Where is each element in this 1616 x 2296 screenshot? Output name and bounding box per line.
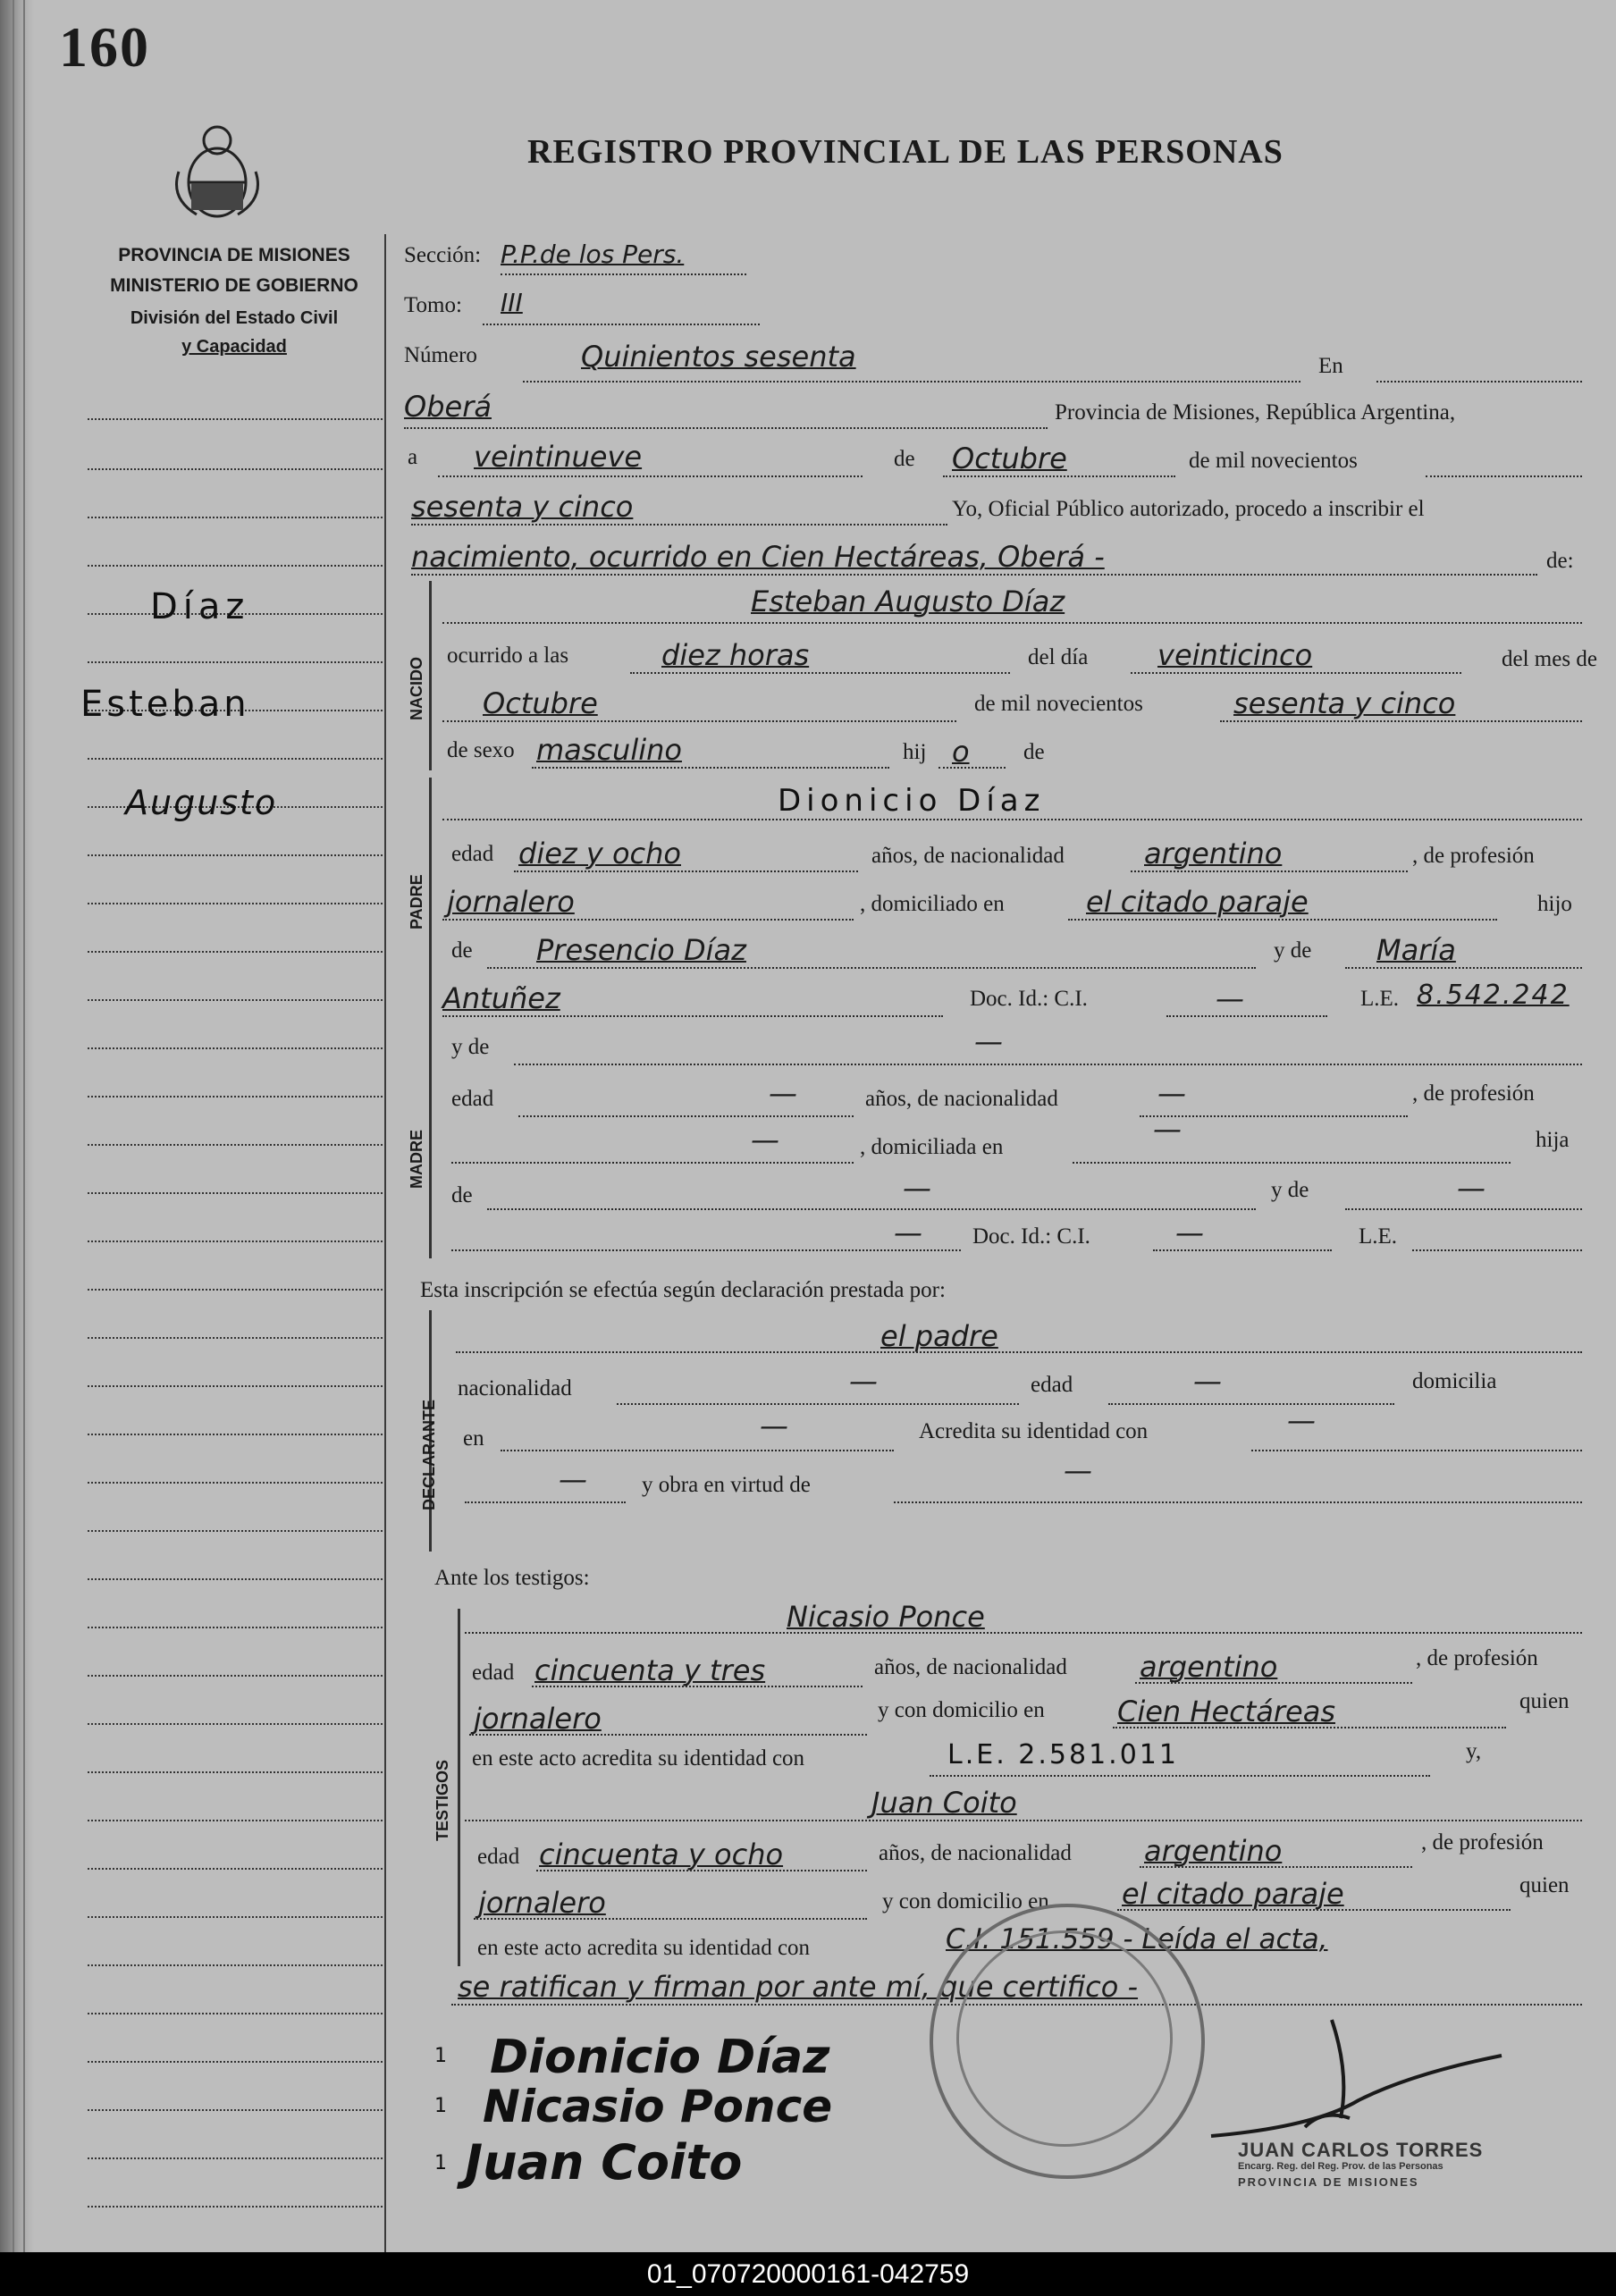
madre-edad-label: edad <box>451 1087 494 1111</box>
madre-y-de-label: y de <box>451 1035 490 1059</box>
field-line <box>630 672 1010 674</box>
declarante-domicilia-label: domicilia <box>1412 1369 1497 1393</box>
field-line <box>487 1208 1256 1210</box>
witness2-name: Juan Coito <box>871 1786 1017 1820</box>
w2-id-value: C.I. 151.559 - Leída el acta, <box>946 1923 1328 1955</box>
coat-of-arms-icon <box>170 118 265 221</box>
official-province: PROVINCIA DE MISIONES <box>1238 2175 1419 2189</box>
padre-profesion-label: , de profesión <box>1412 844 1535 868</box>
nacido-name-value: Esteban Augusto Díaz <box>751 585 1065 618</box>
field-line <box>411 574 1537 576</box>
padre-mother-value: María <box>1376 933 1456 967</box>
declarante-section-label: DECLARANTE <box>420 1400 438 1510</box>
w1-anos-label: años, de nacionalidad <box>874 1655 1067 1679</box>
madre-section-label: MADRE <box>408 1130 425 1189</box>
madre-doc-dash: — <box>894 1215 922 1249</box>
padre-ci-value: — <box>1216 981 1244 1015</box>
w2-prof-value: jornalero <box>478 1886 606 1920</box>
madre-le-label: L.E. <box>1359 1224 1398 1249</box>
field-line <box>483 324 760 325</box>
signature-3: Juan Coito <box>465 2134 743 2191</box>
domiciliada-label: , domiciliada en <box>860 1135 1004 1159</box>
division-label: División del Estado Civil <box>130 308 339 328</box>
field-line <box>1251 1450 1582 1451</box>
year-value: sesenta y cinco <box>411 490 634 524</box>
w1-profesion-label: , de profesión <box>1416 1646 1538 1670</box>
madre-dash: — <box>974 1024 1003 1058</box>
declarante-edad-label: edad <box>1031 1373 1073 1397</box>
field-line <box>1131 870 1408 872</box>
field-line <box>1345 967 1582 969</box>
declarante-edad-dash: — <box>1193 1364 1222 1398</box>
declarante-obra-dash: — <box>1064 1453 1092 1487</box>
field-line <box>1117 1909 1511 1911</box>
padre-bracket <box>429 778 432 1030</box>
month-value: Octubre <box>952 442 1067 475</box>
w2-acredita-label: en este acto acredita su identidad con <box>477 1936 811 1960</box>
madre-bracket <box>429 1030 432 1258</box>
madre-profesion-label: , de profesión <box>1412 1081 1535 1106</box>
official-name: JUAN CARLOS TORRES <box>1238 2139 1484 2161</box>
w1-dom-value: Cien Hectáreas <box>1117 1695 1335 1728</box>
field-line <box>465 1632 1582 1634</box>
w2-edad-label: edad <box>477 1845 520 1869</box>
w1-nac-value: argentino <box>1140 1650 1278 1684</box>
field-line <box>404 427 1048 429</box>
madre-anos-label: años, de nacionalidad <box>865 1087 1058 1111</box>
padre-anos-label: años, de nacionalidad <box>871 844 1065 868</box>
madre-nac-dash: — <box>1157 1076 1186 1110</box>
field-line <box>1426 475 1582 477</box>
field-line <box>501 273 746 275</box>
w2-dom-value: el citado paraje <box>1122 1877 1344 1911</box>
testigos-bracket <box>458 1609 460 1966</box>
field-line <box>411 524 947 526</box>
padre-mother-surname-value: Antuñez <box>442 981 560 1015</box>
del-dia-label: del día <box>1028 645 1089 669</box>
witness1-name: Nicasio Ponce <box>787 1600 985 1634</box>
tomo-value: III <box>501 288 523 317</box>
declarante-nacionalidad-label: nacionalidad <box>458 1376 572 1400</box>
hija-label: hija <box>1536 1128 1570 1152</box>
w1-edad-label: edad <box>472 1661 515 1685</box>
testigos-intro-label: Ante los testigos: <box>434 1566 590 1590</box>
field-line <box>930 1775 1430 1777</box>
w2-anos-label: años, de nacionalidad <box>879 1841 1072 1865</box>
field-line <box>938 767 1006 769</box>
declarante-nac-dash: — <box>849 1364 878 1398</box>
padre-le-value: 8.542.242 <box>1417 980 1570 1011</box>
sig-marker: 1 <box>434 2045 447 2067</box>
field-line <box>1135 1682 1412 1684</box>
field-line <box>465 1820 1582 1821</box>
del-mes-label: del mes de <box>1502 647 1597 671</box>
field-line <box>1108 1403 1394 1405</box>
w2-quien-label: quien <box>1519 1873 1570 1897</box>
padre-section-label: PADRE <box>408 874 425 929</box>
nacido-month-value: Octubre <box>483 686 598 720</box>
padre-edad-value: diez y ocho <box>518 837 681 870</box>
sexo-label: de sexo <box>447 738 515 762</box>
a-label: a <box>408 445 418 469</box>
declarante-intro-label: Esta inscripción se efectúa según declaración prestada por: <box>420 1278 946 1302</box>
margin-second-name: Augusto <box>125 783 278 822</box>
numero-label: Número <box>404 343 477 367</box>
de-colon-label: de: <box>1546 549 1574 573</box>
madre-edad-dash: — <box>769 1076 797 1110</box>
field-line <box>442 919 854 921</box>
field-line <box>465 1501 626 1503</box>
day-value: veintinueve <box>474 440 643 474</box>
padre-y-de-label: y de <box>1274 938 1312 963</box>
field-line <box>894 1501 1582 1503</box>
field-line <box>514 1064 1582 1065</box>
w1-prof-value: jornalero <box>474 1702 602 1736</box>
hijo-label: hijo <box>1537 892 1572 916</box>
declarante-name-value: el padre <box>880 1319 998 1353</box>
field-line <box>1166 1015 1327 1017</box>
field-line <box>442 720 956 722</box>
sexo-value: masculino <box>536 733 682 767</box>
field-line <box>469 1734 867 1736</box>
padre-doc-label: Doc. Id.: C.I. <box>970 987 1088 1011</box>
numero-value: Quinientos sesenta <box>581 340 856 374</box>
spine-line <box>23 0 25 2252</box>
padre-profesion-value: jornalero <box>447 885 575 919</box>
official-signature-scribble <box>1207 2002 1511 2145</box>
page-number: 160 <box>59 15 150 79</box>
field-line <box>474 1918 867 1920</box>
madre-yde-dash: — <box>1457 1171 1486 1205</box>
field-line <box>438 475 863 477</box>
provincia-label: Provincia de Misiones, República Argentina, <box>1055 400 1456 425</box>
event-value: nacimiento, ocurrido en Cien Hectáreas, Oberá - <box>411 540 1105 574</box>
w1-y-label: y, <box>1466 1739 1482 1763</box>
declarante-acredita-label: Acredita su identidad con <box>919 1419 1149 1443</box>
seccion-value: P.P.de los Pers. <box>501 240 685 269</box>
field-line <box>943 475 1175 477</box>
margin-surname: Díaz <box>150 586 250 627</box>
nacido-year-value: sesenta y cinco <box>1233 686 1456 720</box>
field-line <box>1153 1249 1332 1251</box>
declarante-acredita-dash: — <box>1287 1403 1316 1437</box>
madre-de-label: de <box>451 1183 473 1207</box>
padre-le-label: L.E. <box>1360 987 1400 1011</box>
hij-value: o <box>952 735 970 769</box>
place-value: Oberá <box>404 390 492 424</box>
hour-value: diez horas <box>661 638 810 672</box>
signature-2: Nicasio Ponce <box>483 2081 833 2132</box>
margin-first-name: Esteban <box>80 684 250 725</box>
w2-profesion-label: , de profesión <box>1421 1830 1544 1854</box>
madre-de-dash: — <box>903 1171 931 1205</box>
tomo-label: Tomo: <box>404 293 462 317</box>
field-line <box>514 870 858 872</box>
padre-domicilio-value: el citado paraje <box>1086 885 1309 919</box>
nacido-de-label: de <box>1023 740 1045 764</box>
padre-father-value: Presencio Díaz <box>536 933 746 967</box>
column-divider <box>384 234 386 2252</box>
seccion-label: Sección: <box>404 243 482 267</box>
official-stamp-inner <box>956 1930 1173 2147</box>
padre-de-label: de <box>451 938 473 963</box>
madre-prof-dash: — <box>751 1123 779 1156</box>
w1-quien-label: quien <box>1519 1689 1570 1713</box>
oficial-label: Yo, Oficial Público autorizado, procedo a inscribir el <box>952 497 1425 521</box>
declarante-virtud-label: y obra en virtud de <box>642 1473 811 1497</box>
ocurrido-label: ocurrido a las <box>447 643 569 668</box>
w1-edad-value: cincuenta y tres <box>534 1653 766 1687</box>
declarante-en-dash: — <box>760 1409 788 1442</box>
w2-edad-value: cincuenta y ocho <box>539 1838 784 1871</box>
en-label: En <box>1318 354 1343 378</box>
w1-acredita-label: en este acto acredita su identidad con <box>472 1746 805 1770</box>
field-line <box>523 381 1300 383</box>
domiciliado-label: , domiciliado en <box>860 892 1005 916</box>
field-line <box>532 767 889 769</box>
field-line <box>487 967 1256 969</box>
w2-nac-value: argentino <box>1144 1834 1283 1868</box>
field-line <box>1220 720 1582 722</box>
madre-dom-dash: — <box>1153 1112 1182 1146</box>
madre-doc-label: Doc. Id.: C.I. <box>972 1224 1090 1249</box>
padre-name-value: Dionicio Díaz <box>778 783 1046 819</box>
field-line <box>451 1162 854 1164</box>
madre-ci-dash: — <box>1175 1215 1204 1249</box>
field-line <box>442 819 1582 820</box>
field-line <box>442 1015 943 1017</box>
field-line <box>451 1249 961 1251</box>
madre-y-de2-label: y de <box>1271 1178 1309 1202</box>
w2-domicilio-label: y con domicilio en <box>882 1889 1049 1913</box>
nacido-mil-label: de mil novecientos <box>974 692 1143 716</box>
field-line <box>501 1450 894 1451</box>
field-line <box>1345 1208 1582 1210</box>
mil-label: de mil novecientos <box>1189 449 1358 473</box>
field-line <box>1131 672 1461 674</box>
field-line <box>518 1115 854 1117</box>
book-spine <box>0 0 34 2252</box>
de-label: de <box>894 447 915 471</box>
field-line <box>1140 1866 1412 1868</box>
nacido-bracket <box>429 581 432 770</box>
padre-edad-label: edad <box>451 842 494 866</box>
ministry-label: MINISTERIO DE GOBIERNO <box>110 275 358 296</box>
field-line <box>1113 1727 1506 1728</box>
spine-line <box>13 0 14 2252</box>
field-line <box>1073 1162 1511 1164</box>
declarante-virtud-dash: — <box>559 1462 587 1496</box>
field-line <box>1376 381 1582 383</box>
document-title: REGISTRO PROVINCIAL DE LAS PERSONAS <box>527 133 1284 171</box>
testigos-section-label: TESTIGOS <box>433 1759 451 1841</box>
sig-marker: 1 <box>434 2095 447 2117</box>
field-line <box>442 622 1582 624</box>
nacido-section-label: NACIDO <box>408 657 425 720</box>
field-line <box>532 1686 863 1687</box>
field-line <box>1068 919 1497 921</box>
hij-label: hij <box>903 740 927 764</box>
w1-domicilio-label: y con domicilio en <box>878 1698 1045 1722</box>
field-line <box>1412 1249 1582 1251</box>
footer-image-id: 01_070720000161-042759 <box>646 2259 970 2289</box>
division-label-2: y Capacidad <box>181 337 287 357</box>
sig-marker: 1 <box>434 2152 447 2174</box>
field-line <box>456 1351 1582 1353</box>
official-title: Encarg. Reg. del Reg. Prov. de las Personas <box>1238 2161 1443 2172</box>
padre-nacionalidad-value: argentino <box>1144 837 1283 870</box>
signature-1: Dionicio Díaz <box>490 2031 830 2084</box>
official-block <box>1238 2139 1484 2191</box>
field-line <box>536 1870 867 1871</box>
w1-id-value: L.E. 2.581.011 <box>947 1739 1179 1770</box>
province-label: PROVINCIA DE MISIONES <box>118 245 350 265</box>
closing-value: se ratifican y firman por ante mí, que certifico - <box>458 1970 1139 2004</box>
declarante-en-label: en <box>463 1426 484 1451</box>
nacido-day-value: veinticinco <box>1157 638 1313 672</box>
field-line <box>617 1403 1019 1405</box>
